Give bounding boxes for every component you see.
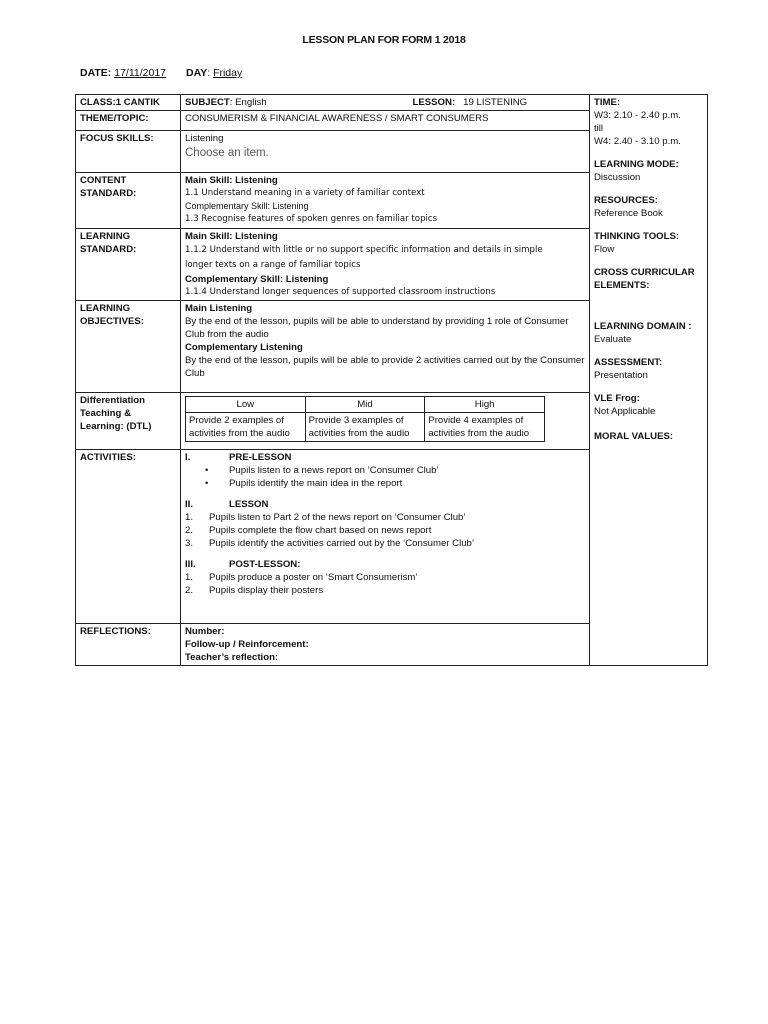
date-line	[80, 67, 166, 79]
content-line-1: 1.1 Understand meaning in a variety of familiar context	[185, 188, 425, 198]
lesson-label: LESSON:	[412, 97, 456, 108]
dtl-label-3: Learning: (DTL)	[80, 421, 152, 432]
pre-lesson-item: Pupils listen to a news report on ‘Consumer Club’	[229, 465, 439, 476]
post-item-num: 1.	[185, 572, 194, 583]
dtl-cell-high: Provide 4 examples of activities from the audio	[425, 413, 545, 442]
ls-comp-skill: Complementary Skill: Listening	[185, 274, 329, 285]
content-comp-skill: Complementary Skill: Listening	[185, 201, 309, 211]
ls-line-1a: 1.1.2 Understand with little or no support specific information and details in simple	[185, 245, 543, 255]
vle-frog-label: VLE Frog:	[594, 393, 640, 404]
reflection-followup: Follow-up / Reinforcement	[185, 639, 306, 650]
day-value: Friday	[213, 67, 243, 79]
focus-skills-value: Listening	[185, 133, 224, 144]
post-lesson-num: III.	[185, 559, 196, 570]
lesson-item-text: Pupils listen to Part 2 of the news report on ‘Consumer Club’	[209, 512, 466, 523]
dtl-header-mid: Mid	[305, 397, 425, 413]
date-value: 17/11/2017	[114, 67, 167, 79]
lesson-item-num: 1.	[185, 512, 194, 523]
activities-label: ACTIVITIES:	[76, 450, 181, 624]
dtl-header-low: Low	[186, 397, 306, 413]
ls-line-2: 1.1.4 Understand longer sequences of supported classroom instructions	[185, 287, 496, 297]
dtl-cell-mid: Provide 3 examples of activities from the audio	[305, 413, 425, 442]
activities-content: I. PRE-LESSON • Pupils listen to a news report on ‘Consumer Club’ • Pupils identify the main idea in the report II. LESSON 1. Pupils listen to Part 2 of the news report on ‘Consumer Club’ 2. Pupils complete the flow chart based on news report 3. Pupils identify the activities carried out by the ‘Consumer Club’ III. POST-LESSON: 1. Pupils produce a poster on ‘Smart Consumerism’ 2. Pupils display their posters	[181, 450, 590, 624]
vle-frog-value: Not Applicable	[594, 406, 656, 417]
content-standard-label: CONTENT	[80, 175, 127, 186]
learning-standard-label-2: STANDARD:	[80, 244, 137, 255]
post-lesson-title: POST-LESSON	[229, 559, 298, 570]
resources-label: RESOURCES:	[594, 195, 658, 206]
date-label: DATE:	[80, 67, 112, 79]
reflections-label: REFLECTIONS:	[76, 624, 181, 666]
learning-domain-label: LEARNING DOMAIN :	[594, 321, 692, 332]
lo-main-text: By the end of the lesson, pupils will be able to understand by providing 1 role of Consumer Club from the audio	[185, 316, 569, 340]
learning-objectives-label: LEARNING	[80, 303, 131, 314]
cross-curricular-label: CROSS CURRICULAR	[594, 267, 695, 278]
lesson-num: II.	[185, 499, 193, 510]
lesson-item-num: 2.	[185, 525, 194, 536]
lesson-title: LESSON	[229, 499, 269, 510]
learning-mode-label: LEARNING MODE:	[594, 159, 679, 170]
lo-comp: Complementary Listening	[185, 342, 303, 353]
side-panel: TIME: W3: 2.10 - 2.40 p.m. till W4: 2.40 - 3.10 p.m. LEARNING MODE: Discussion RESOURCES: Reference Book THINKING TOOLS: Flow CROSS CURRICULAR ELEMENTS: LEARNING DOMAIN : Evaluate ASSESSMENT: Presentation VLE Frog: Not Applicable MORAL VALUES:	[590, 95, 708, 666]
pre-lesson-num: I.	[185, 452, 191, 463]
lo-comp-text: By the end of the lesson, pupils will be able to provide 2 activities carried out by the Consumer Club	[185, 355, 585, 379]
content-standard-label-2: STANDARD:	[80, 188, 137, 199]
learning-objectives-label-2: OBJECTIVES:	[80, 316, 144, 327]
lesson-plan-table: CLASS:1 CANTIK SUBJECT: English LESSON: 19 LISTENING TIME: W3: 2.10 - 2.40 p.m. till W4: 2.40 - 3.10 p.m. LEARNING MODE: Discussion RESOURCES: Reference Book THINKING TOOLS: Flow CROSS CURRICULAR ELEMENTS: LEARNING DOMAIN : Evaluate ASSESSMENT: Presentation VLE Frog: Not Applicable MORAL VALUES: THEME/TOPIC: CONSUMERISM & FINANCIAL AWARENESS / SMART CONSUMERS FOCUS SKILLS: Listening Choose an item. CONTENT STANDARD: Main Skill: Listening 1.1 Understand meaning in a variety of familiar context Complementary Skill: Listening 1.3 Recognise features of spoken genres on familiar topics LEARNING STANDARD: Main Skill: Listening 1.1.2 Understand with little or no support specific information and details in simple longer texts on a range of familiar topics Complementary Skill: Listening 1.1.4 Understand longer sequences of supported classroom instructions LEARNING OBJECTIVES: Main Listening By the end of the lesson, pupils will be able to understand by providing 1 role of Consumer Club from the audio Complementary Listening By the end of the lesson, pupils will be able to provide 2 activities carried out by the Consumer Club Differentiation Teaching & Learning: (DTL) Low Mid High Provide 2 examples of activities from the audio Provide 3 examples of activities from the audio Provide 4 examples of activities from the audio ACTIVITIES: I. PRE-LESSON • Pupils listen to a news report on ‘Consumer Club’ • Pupils identify the main idea in the report II. LESSON 1. Pupils listen to Part 2 of the news report on ‘Consumer Club’ 2. Pupils complete the flow chart based on news report 3. Pupils identify the activities carried out by the ‘Consumer Club’ III. POST-LESSON: 1. Pupils produce a poster on ‘Smart Consumerism’ 2. Pupils display their posters REFLECTIONS: Number: Follow-up / Reinforcement: Teacher’s reflection:	[75, 94, 708, 666]
theme-label: THEME/TOPIC:	[76, 111, 181, 131]
content-main-skill: Main Skill: Listening	[185, 175, 278, 186]
ls-main-skill: Main Skill: Listening	[185, 231, 278, 242]
dtl-label: Differentiation	[80, 395, 146, 406]
assessment-label: ASSESSMENT:	[594, 357, 663, 368]
pre-lesson-item: Pupils identify the main idea in the report	[229, 478, 403, 489]
dtl-cell-low: Provide 2 examples of activities from the audio	[186, 413, 306, 442]
focus-skills-label: FOCUS SKILLS:	[76, 131, 181, 173]
day-line: DAY: Friday	[186, 67, 243, 79]
day-label: DAY	[186, 67, 208, 79]
class-cell: CLASS:1 CANTIK	[76, 95, 181, 111]
thinking-tools-label: THINKING TOOLS:	[594, 231, 680, 242]
content-line-2: 1.3 Recognise features of spoken genres on familiar topics	[185, 214, 438, 224]
subject-value: English	[235, 97, 267, 108]
post-item-num: 2.	[185, 585, 194, 596]
post-item-text: Pupils produce a poster on ‘Smart Consumerism’	[209, 572, 418, 583]
time-w4: W4: 2.40 - 3.10 p.m.	[594, 136, 681, 147]
lesson-item-text: Pupils complete the flow chart based on news report	[209, 525, 432, 536]
cross-curricular-label-2: ELEMENTS:	[594, 280, 650, 291]
dtl-header-high: High	[425, 397, 545, 413]
time-label: TIME	[594, 97, 617, 108]
choose-item-dropdown[interactable]: Choose an item.	[185, 147, 269, 159]
theme-value: CONSUMERISM & FINANCIAL AWARENESS / SMART CONSUMERS	[181, 111, 590, 131]
ls-line-1b: longer texts on a range of familiar topics	[185, 260, 361, 270]
pre-lesson-title: PRE-LESSON	[229, 452, 292, 463]
learning-standard-label: LEARNING	[80, 231, 131, 242]
dtl-label-2: Teaching &	[80, 408, 131, 419]
reflection-number: Number:	[185, 626, 225, 637]
learning-domain-value: Evaluate	[594, 334, 632, 345]
resources-value: Reference Book	[594, 208, 663, 219]
dtl-table	[185, 396, 545, 442]
reflection-teacher: Teacher’s reflection:	[185, 652, 279, 663]
assessment-value: Presentation	[594, 370, 648, 381]
learning-mode-value: Discussion	[594, 172, 641, 183]
thinking-tools-value: Flow	[594, 244, 615, 255]
post-item-text: Pupils display their posters	[209, 585, 324, 596]
lo-main: Main Listening	[185, 303, 253, 314]
lesson-item-num: 3.	[185, 538, 194, 549]
subject-label: SUBJECT	[185, 97, 230, 108]
lesson-value: 19 LISTENING	[463, 97, 528, 108]
time-till: till	[594, 123, 604, 134]
subject-lesson-cell: SUBJECT: English LESSON: 19 LISTENING	[181, 95, 590, 111]
document-title: LESSON PLAN FOR FORM 1 2018	[302, 34, 466, 46]
lesson-item-text: Pupils identify the activities carried out by the ‘Consumer Club’	[209, 538, 475, 549]
time-w3: W3: 2.10 - 2.40 p.m.	[594, 110, 681, 121]
moral-values-label: MORAL VALUES:	[594, 431, 674, 442]
